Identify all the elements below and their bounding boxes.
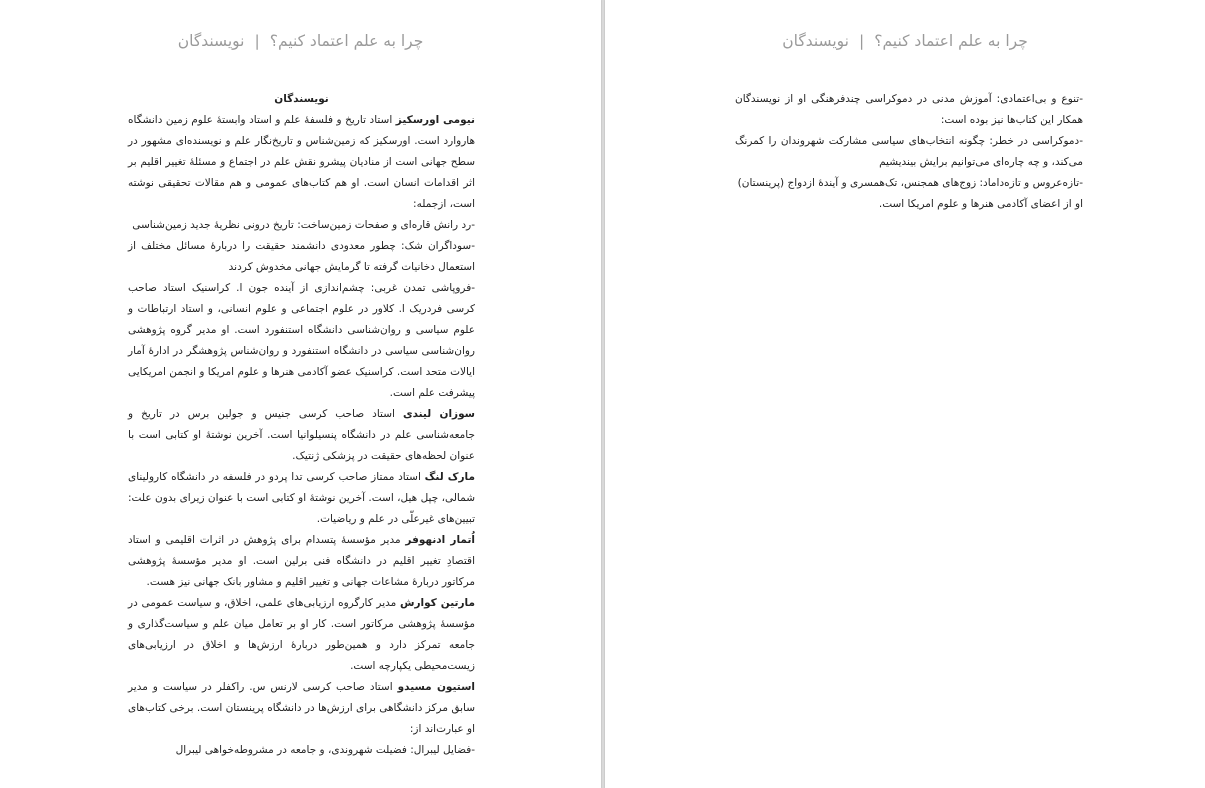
author-paragraph	[128, 404, 475, 467]
author-name: اُتمار ادنهوفر	[405, 534, 475, 546]
header-title: چرا به علم اعتماد کنیم؟	[874, 32, 1028, 50]
header-section: نویسندگان	[782, 32, 849, 50]
header-separator: |	[858, 32, 865, 50]
author-paragraph	[128, 467, 475, 530]
author-name: سوزان لیندی	[402, 408, 476, 420]
author-name: استیون مسیدو	[397, 681, 475, 693]
paragraph: -دموکراسی در خطر: چگونه انتخاب‌های سیاسی مشارکت شهروندان را کمرنگ می‌کند، و چه چاره‌ای می‌توانیم برایش بیندیشیم	[735, 135, 1083, 168]
author-paragraph	[128, 593, 475, 677]
section-heading: نویسندگان	[274, 93, 329, 105]
header-section: نویسندگان	[177, 32, 245, 50]
author-bio: استاد ممتاز صاحب کرسی تدا پردو در فلسفه در دانشگاه کارولینای شمالی، چپل هیل، است. آخرین نوشتهٔ او کتابی است با عنوان زیرای بدون علت: تبیین‌های غیرعلّی در علم و ریاضیات.	[128, 471, 475, 525]
right-page-header	[605, 32, 1205, 50]
header-title: چرا به علم اعتماد کنیم؟	[269, 32, 424, 50]
paragraph: -تنوع و بی‌اعتمادی: آموزش مدنی در دموکراسی چندفرهنگی او از نویسندگان همکار این کتاب‌ها نیز بوده است:	[735, 93, 1083, 126]
author-name: مارتین کوارش	[399, 597, 475, 609]
author-paragraph	[128, 530, 475, 593]
author-paragraph	[128, 677, 475, 740]
paragraph: او از اعضای آکادمی هنرها و علوم امریکا است.	[878, 198, 1083, 210]
author-bio: استاد صاحب کرسی لارنس س. راکفلر در سیاست و مدیر سابق مرکز دانشگاهی برای ارزش‌ها در دانشگاه پرینستان است. برخی کتاب‌های او عبارت‌اند از:	[128, 681, 475, 735]
right-page-body	[735, 89, 1083, 215]
left-page-header	[0, 32, 601, 50]
author-paragraph	[128, 110, 475, 215]
author-bio: استاد صاحب کرسی جنیس و جولین برس در تاریخ و جامعه‌شناسی علم در دانشگاه پنسیلوانیا است. آخرین نوشتهٔ او کتابی است با عنوان لحظه‌های حقیقت در پزشکی ژنتیک.	[128, 408, 475, 462]
author-bio: مدیر مؤسسهٔ پتسدام برای پژوهش در اثرات اقلیمی و استاد اقتصادِ تغییر اقلیم در دانشگاه فنی برلین است. او مدیر مؤسسهٔ پژوهشی مرکاتور دربارهٔ مشاعات جهانی و تغییر اقلیم و مشاور بانک جهانی نیز هست.	[128, 534, 475, 588]
book-item: -فضایل لیبرال: فضیلت شهروندی، و جامعه در مشروطه‌خواهی لیبرال	[175, 744, 475, 756]
right-page	[605, 0, 1205, 788]
paragraph: -تازه‌عروس و تازه‌داماد: زوج‌های همجنس، تک‌همسری و آیندهٔ ازدواج (پرینستان)	[737, 177, 1083, 189]
book-item: -فروپاشی تمدن غربی: چشم‌اندازی از آینده جون ا. کراسنیک استاد صاحب کرسی فردریک ا. کلاور در علوم اجتماعی و علوم انسانی، و استاد ارتباطات و علوم سیاسی و روان‌شناسی دانشگاه استنفورد است. او مدیر گروه پژوهشی روان‌شناسی سیاسی در دانشگاه استنفورد و روان‌شناس پژوهشگر در ادارهٔ آمار ایالات متحد است. کراسنیک عضو آکادمی هنرها و علوم امریکا و انجمن امریکایی پیشرفت علم است.	[128, 282, 475, 399]
author-name: نیومی اورسکیز	[395, 114, 475, 126]
header-separator: |	[254, 32, 260, 50]
left-page	[0, 0, 601, 788]
book-item: -سوداگران شک: چطور معدودی دانشمند حقیقت را دربارهٔ مسائل مختلف از استعمال دخانیات گرفته تا گرمایش جهانی مخدوش کردند	[128, 240, 475, 273]
book-item: -رد رانش قاره‌ای و صفحات زمین‌ساخت: تاریخ درونی نظریهٔ جدید زمین‌شناسی	[132, 219, 475, 231]
author-name: مارک لنگ	[424, 471, 476, 483]
author-bio: مدیر کارگروه ارزیابی‌های علمی، اخلاق، و سیاست عمومی در مؤسسهٔ پژوهشی مرکاتور است. کار او بر تعامل میان علم و سیاست‌گذاری و جامعه تمرکز دارد و همین‌طور دربارهٔ ارزش‌ها و اخلاق در ارزیابی‌های زیست‌محیطی یکپارچه است.	[128, 597, 475, 672]
left-page-body	[128, 89, 475, 761]
author-bio: استاد تاریخ و فلسفهٔ علم و استاد وابستهٔ علوم زمین دانشگاه هاروارد است. اورسکیز که زمین‌شناس و تاریخ‌نگار علم و نویسنده‌ای مشهور در سطح جهانی است از منادیان پیشرو نقش علم در اجتماع و مسئلهٔ تغییر اقلیم بر اثر اقدامات انسان است. او هم کتاب‌های عمومی و هم مقالات تحقیقی نوشته است، ازجمله:	[128, 114, 475, 210]
